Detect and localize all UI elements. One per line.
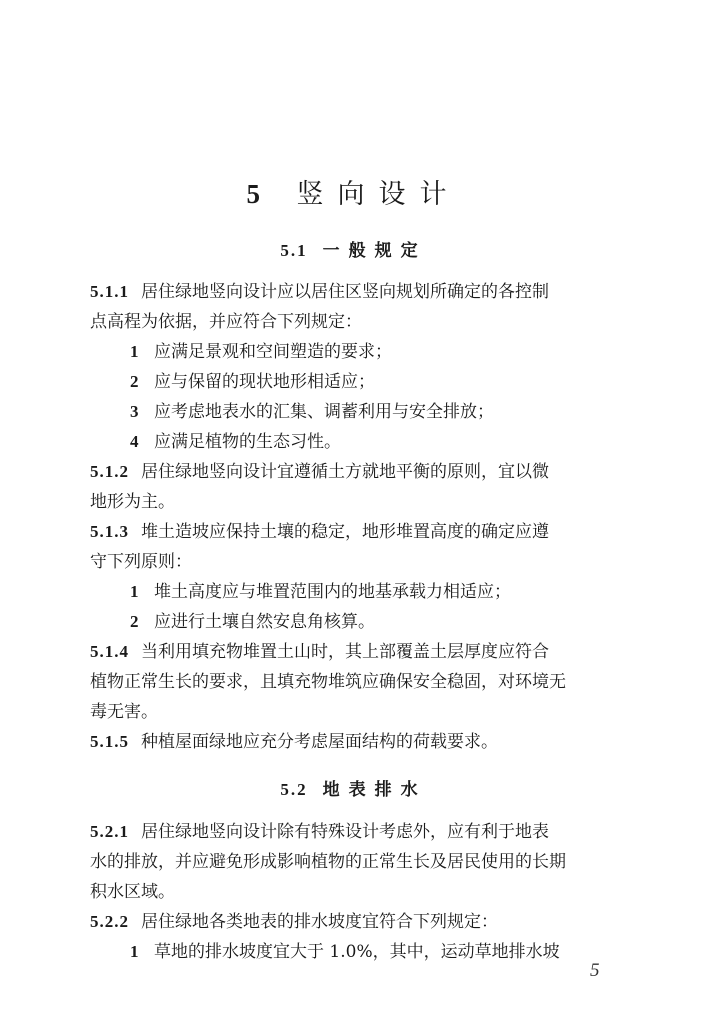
clause-5-1-5: 5.1.5 种植屋面绿地应充分考虑屋面结构的荷载要求。 bbox=[90, 732, 498, 752]
list-item: 2 应进行土壤自然安息角核算。 bbox=[130, 612, 375, 632]
list-item: 1 堆土高度应与堆置范围内的地基承载力相适应； bbox=[130, 582, 511, 602]
clause-5-1-1-continued: 点高程为依据，并应符合下列规定： bbox=[90, 312, 362, 332]
clause-5-1-2-continued: 地形为主。 bbox=[90, 492, 175, 512]
clause-5-1-4-continued: 毒无害。 bbox=[90, 702, 158, 722]
list-item: 4 应满足植物的生态习性。 bbox=[130, 432, 341, 452]
clause-5-2-2: 5.2.2 居住绿地各类地表的排水坡度宜符合下列规定： bbox=[90, 912, 498, 932]
list-item: 3 应考虑地表水的汇集、调蓄利用与安全排放； bbox=[130, 402, 494, 422]
chapter-title bbox=[0, 172, 707, 211]
page-number: 5 bbox=[590, 960, 600, 981]
list-item: 1 应满足景观和空间塑造的要求； bbox=[130, 342, 392, 362]
clause-5-1-2: 5.1.2 居住绿地竖向设计宜遵循土方就地平衡的原则，宜以微 bbox=[90, 462, 549, 482]
chapter-heading: 竖向设计 bbox=[296, 179, 461, 210]
clause-5-2-1: 5.2.1 居住绿地竖向设计除有特殊设计考虑外，应有利于地表 bbox=[90, 822, 549, 842]
clause-5-1-1: 5.1.1 居住绿地竖向设计应以居住区竖向规划所确定的各控制 bbox=[90, 282, 549, 302]
clause-5-1-3-continued: 守下列原则： bbox=[90, 552, 192, 572]
chapter-number: 5 bbox=[246, 179, 274, 209]
clause-5-1-4-continued: 植物正常生长的要求，且填充物堆筑应确保安全稳固，对环境无 bbox=[90, 672, 566, 692]
clause-5-2-1-continued: 水的排放，并应避免形成影响植物的正常生长及居民使用的长期 bbox=[90, 852, 566, 872]
section-title-5-1: 5.1 一般规定 bbox=[280, 241, 427, 261]
clause-5-2-1-continued: 积水区域。 bbox=[90, 882, 175, 902]
clause-5-1-4: 5.1.4 当利用填充物堆置土山时，其上部覆盖土层厚度应符合 bbox=[90, 642, 549, 662]
list-item: 1 草地的排水坡度宜大于 1.0%，其中，运动草地排水坡 bbox=[130, 942, 560, 962]
section-title-5-2: 5.2 地表排水 bbox=[280, 780, 427, 800]
list-item: 2 应与保留的现状地形相适应； bbox=[130, 372, 375, 392]
clause-5-1-3: 5.1.3 堆土造坡应保持土壤的稳定，地形堆置高度的确定应遵 bbox=[90, 522, 549, 542]
